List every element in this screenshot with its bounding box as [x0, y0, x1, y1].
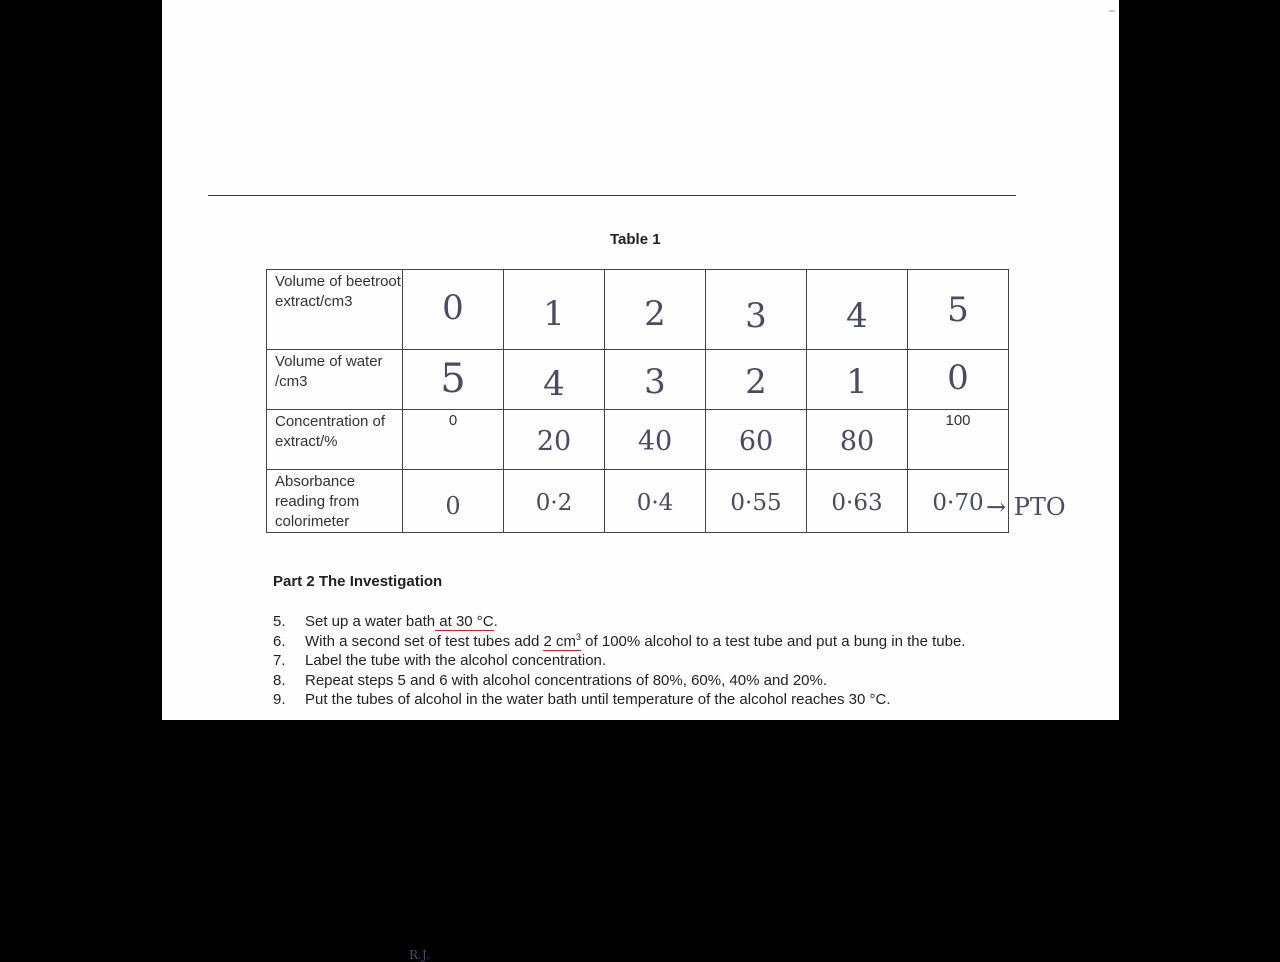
row-label-volume-water: Volume of water /cm3	[267, 350, 403, 410]
list-item	[273, 690, 1033, 710]
row-label-concentration: Concentration of extract/%	[267, 410, 403, 470]
step-text: Set up a water bath at 30 °C.	[305, 613, 498, 630]
step-number: 7.	[273, 652, 286, 669]
table-cell	[504, 410, 605, 470]
step-number: 6.	[273, 632, 286, 650]
table-cell	[504, 350, 605, 410]
table-cell	[807, 350, 908, 410]
table-cell	[908, 350, 1009, 410]
typed-value: 0	[448, 412, 458, 429]
section-title: Part 2 The Investigation	[273, 573, 443, 590]
table-title: Table 1	[610, 231, 661, 248]
table-cell	[807, 410, 908, 470]
hand-value: 2	[745, 362, 767, 402]
table-row	[267, 350, 1009, 410]
pto-note: → PTO	[986, 493, 1066, 521]
row-label-absorbance: Absorbance reading from colorimeter	[267, 470, 403, 533]
table-cell	[605, 410, 706, 470]
hand-value: 0·63	[831, 490, 883, 516]
step-text: Put the tubes of alcohol in the water bath until temperature of the alcohol reaches 30 °C.	[305, 691, 891, 708]
hand-value: 0·4	[636, 490, 674, 516]
step-text: With a second set of test tubes add 2 $cm^3$ of 100% alcohol to a test tube and put a bung in the tube.	[305, 631, 966, 650]
table-cell	[504, 270, 605, 350]
hand-value: 5	[947, 290, 969, 330]
hand-value: 40	[637, 426, 673, 457]
hand-value: 60	[738, 426, 774, 457]
table-cell	[706, 470, 807, 533]
table-cell	[807, 270, 908, 350]
hand-value: 0	[947, 358, 969, 398]
list-item	[273, 671, 1033, 691]
step-text: Label the tube with the alcohol concentration.	[305, 652, 607, 669]
step-number: 9.	[273, 691, 286, 708]
hand-value: 0·2	[535, 490, 573, 516]
list-item	[273, 632, 1033, 652]
hand-value: 2	[644, 294, 666, 334]
table-cell	[605, 350, 706, 410]
instruction-list	[273, 612, 1033, 710]
table-cell	[605, 470, 706, 533]
hand-value: 5	[440, 356, 466, 402]
hand-value: 4	[543, 364, 565, 404]
hand-value: 1	[543, 294, 565, 334]
table-cell	[908, 410, 1009, 470]
hand-value: 20	[536, 426, 572, 457]
hand-value: 1	[846, 362, 868, 402]
hand-value: 4	[846, 296, 868, 336]
scan-mark	[1109, 10, 1115, 16]
table-cell	[908, 270, 1009, 350]
table-cell	[706, 350, 807, 410]
hand-value: 0·55	[730, 490, 782, 516]
table-cell	[706, 410, 807, 470]
table-cell	[403, 350, 504, 410]
table-row	[267, 470, 1009, 533]
underlined-text: 2 $cm^3$	[543, 631, 582, 650]
document-page	[162, 0, 1119, 962]
initials-note: R.J.	[409, 948, 430, 962]
table-cell	[807, 470, 908, 533]
table-cell	[403, 410, 504, 470]
list-item	[273, 612, 1033, 632]
step-number: 8.	[273, 671, 286, 689]
list-item	[273, 651, 1033, 671]
horizontal-rule	[208, 195, 1016, 196]
hand-value: 3	[745, 296, 767, 336]
table-cell	[706, 270, 807, 350]
table-cell	[504, 470, 605, 533]
table-cell	[403, 270, 504, 350]
hand-value: 0	[442, 288, 464, 328]
table-cell	[605, 270, 706, 350]
hand-value: 0	[445, 492, 461, 520]
table-row	[267, 410, 1009, 470]
hand-value: 80	[839, 426, 875, 457]
hand-value: 3	[644, 362, 666, 402]
table-row	[267, 270, 1009, 350]
typed-value: 100	[945, 412, 971, 429]
step-text: Repeat steps 5 and 6 with alcohol concentrations of 80%, 60%, 40% and 20%.	[305, 671, 828, 689]
row-label-volume-extract: Volume of beetroot extract/cm3	[267, 270, 403, 350]
step-number: 5.	[273, 613, 286, 630]
hand-value: 0·70	[932, 490, 984, 516]
underlined-text: at 30 °C	[435, 613, 494, 630]
